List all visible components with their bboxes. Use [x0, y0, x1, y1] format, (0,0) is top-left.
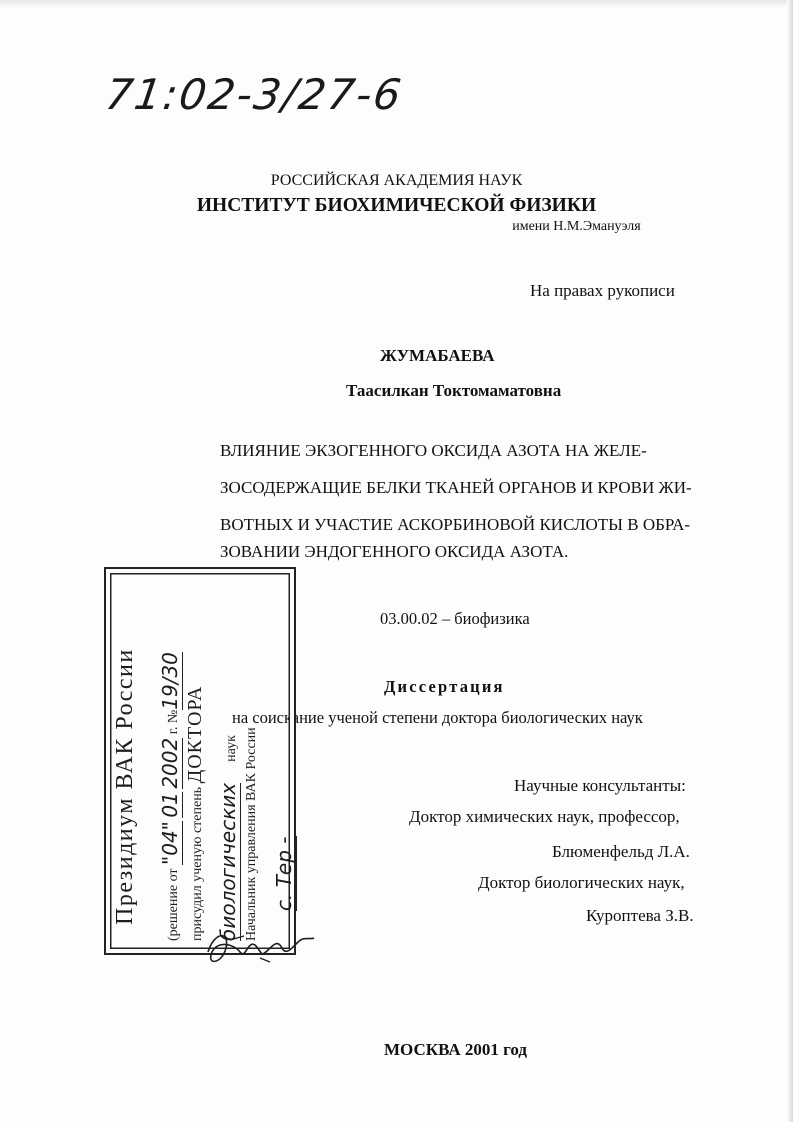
specialty-code: 03.00.02 – биофизика	[380, 609, 530, 628]
stamp-line-decision	[158, 652, 183, 941]
scan-edge-top	[0, 0, 793, 8]
signature-scribble	[200, 918, 320, 978]
stamp-decision-mid: г. №	[166, 709, 181, 738]
institute-named-after: имени Н.М.Эмануэля	[512, 219, 641, 234]
manuscript-rights: На правах рукописи	[530, 281, 675, 300]
author-surname: ЖУМАБАЕВА	[380, 346, 495, 365]
stamp-decision-prefix: (решение от	[166, 864, 181, 941]
consultants-heading: Научные консультанты:	[514, 776, 686, 795]
thesis-title-line: ЗОВАНИИ ЭНДОГЕННОГО ОКСИДА АЗОТА.	[220, 542, 569, 561]
stamp-decision-number: 19/30	[158, 652, 182, 710]
stamp-line-field	[216, 735, 241, 941]
degree-statement: на соискание ученой степени доктора биологических наук	[232, 708, 643, 727]
author-given-names: Таасилкан Токтомаматовна	[346, 381, 562, 400]
stamp-awarded-degree: ДОКТОРА	[184, 685, 206, 784]
consultant1-title: Доктор химических наук, профессор,	[409, 807, 680, 826]
stamp-awarded-prefix: присудил ученую степень	[190, 786, 205, 941]
stamp-head-title: Начальник управления ВАК России	[244, 727, 259, 941]
stamp-line-presidium: Президиум ВАК России	[112, 648, 138, 925]
vak-stamp-text	[104, 567, 296, 951]
stamp-field-handwritten: биологических	[216, 782, 240, 941]
stamp-decision-year: 2002	[158, 737, 182, 789]
signature-stroke	[208, 936, 314, 962]
thesis-title-line: ЗОСОДЕРЖАЩИЕ БЕЛКИ ТКАНЕЙ ОРГАНОВ И КРОВИ ЖИ-	[220, 478, 692, 497]
stamp-decision-month: 01	[158, 792, 182, 818]
thesis-title-line: ВОТНЫХ И УЧАСТИЕ АСКОРБИНОВОЙ КИСЛОТЫ В ОБРА-	[220, 515, 691, 534]
stamp-head-signature: с. Тер -	[272, 836, 296, 911]
stamp-field-suffix: наук	[224, 735, 239, 762]
academy-name: РОССИЙСКАЯ АКАДЕМИЯ НАУК	[270, 172, 523, 189]
thesis-title-line: ВЛИЯНИЕ ЭКЗОГЕННОГО ОКСИДА АЗОТА НА ЖЕЛЕ-	[220, 441, 647, 460]
document-type: Диссертация	[384, 677, 505, 696]
stamp-line-head	[244, 727, 260, 941]
city-year: МОСКВА 2001 год	[384, 1040, 528, 1059]
consultant2-title: Доктор биологических наук,	[478, 873, 685, 892]
stamp-head-signature-line	[272, 836, 297, 911]
archive-number: 71:02-3/27-6	[102, 70, 406, 119]
consultant1-name: Блюменфельд Л.А.	[552, 842, 690, 861]
institute-name: ИНСТИТУТ БИОХИМИЧЕСКОЙ ФИЗИКИ	[196, 195, 597, 216]
stamp-decision-day: "04"	[158, 821, 182, 865]
consultant2-name: Куроптева З.В.	[586, 906, 694, 925]
scan-edge-right	[787, 0, 793, 1122]
stamp-line-awarded	[184, 686, 207, 941]
